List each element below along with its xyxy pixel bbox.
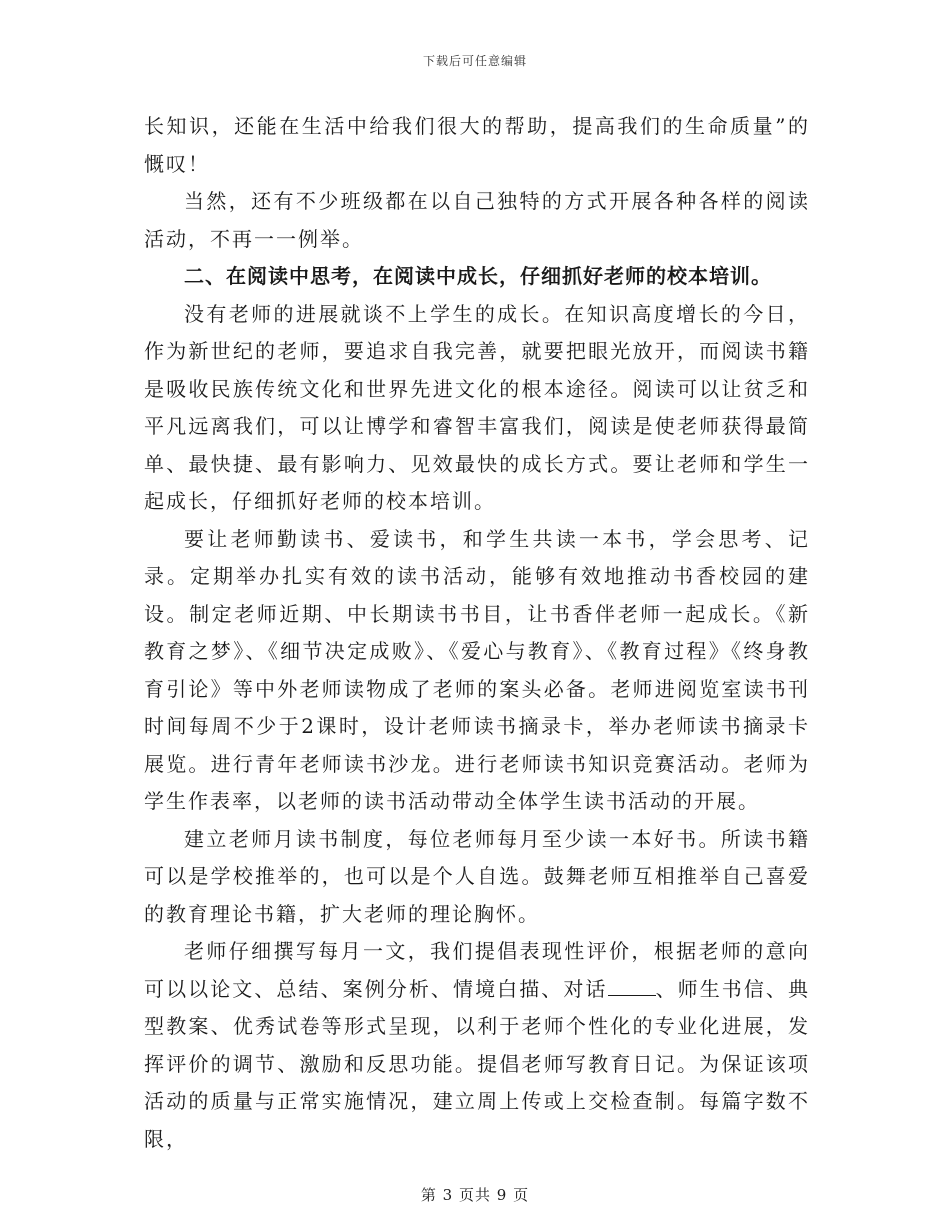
blank-underline xyxy=(608,975,656,996)
paragraph-text: 老师仔细撰写每月一文，我们提倡表现性评价，根据老师的意向可以以论文、总结、案例分析、情境白描、对话 xyxy=(144,939,810,1001)
page-number: 第 3 页共 9 页 xyxy=(420,1186,530,1204)
paragraph: 建立老师月读书制度，每位老师每月至少读一本好书。所读书籍可以是学校推举的，也可以是个人自选。鼓舞老师互相推举自己喜爱的教育理论书籍，扩大老师的理论胸怀。 xyxy=(144,826,810,926)
paragraph-continued: 长知识，还能在生活中给我们很大的帮助，提高我们的生命质量”的慨叹！ xyxy=(144,114,810,176)
paragraph: 当然，还有不少班级都在以自己独特的方式开展各种各样的阅读活动，不再一一例举。 xyxy=(144,189,810,251)
paragraph xyxy=(144,933,810,1158)
paragraph: 没有老师的进展就谈不上学生的成长。在知识高度增长的今日，作为新世纪的老师，要追求自我完善，就要把眼光放开，而阅读书籍是吸收民族传统文化和世界先进文化的根本途径。阅读可以让贫乏和平凡远离我们，可以让博学和睿智丰富我们，阅读是使老师获得最简单、最快捷、最有影响力、见效最快的成长方式。要让老师和学生一起成长，仔细抓好老师的校本培训。 xyxy=(144,301,810,513)
section-heading: 二、在阅读中思考，在阅读中成长，仔细抓好老师的校本培训。 xyxy=(184,264,772,288)
paragraph: 要让老师勤读书、爱读书，和学生共读一本书，学会思考、记录。定期举办扎实有效的读书活动，能够有效地推动书香校园的建设。制定老师近期、中长期读书书目，让书香伴老师一起成长。《新教育之梦》、《细节决定成败》、《爱心与教育》、《教育过程》《终身教育引论》等中外老师读物成了老师的案头必备。老师进阅览室读书刊时间每周不少于2课时，设计老师读书摘录卡，举办老师读书摘录卡展览。进行青年老师读书沙龙。进行老师读书知识竞赛活动。老师为学生作表率，以老师的读书活动带动全体学生读书活动的开展。 xyxy=(144,526,810,813)
paragraph-text: 、师生书信、典型教案、优秀试卷等形式呈现，以利于老师个性化的专业化进展，发挥评价的调节、激励和反思功能。提倡老师写教育日记。为保证该项活动的质量与正常实施情况，建立周上传或上交检查制。每篇字数不限， xyxy=(144,976,810,1151)
page-header: 下载后可任意编辑 xyxy=(422,54,527,68)
document-body xyxy=(144,108,810,1158)
